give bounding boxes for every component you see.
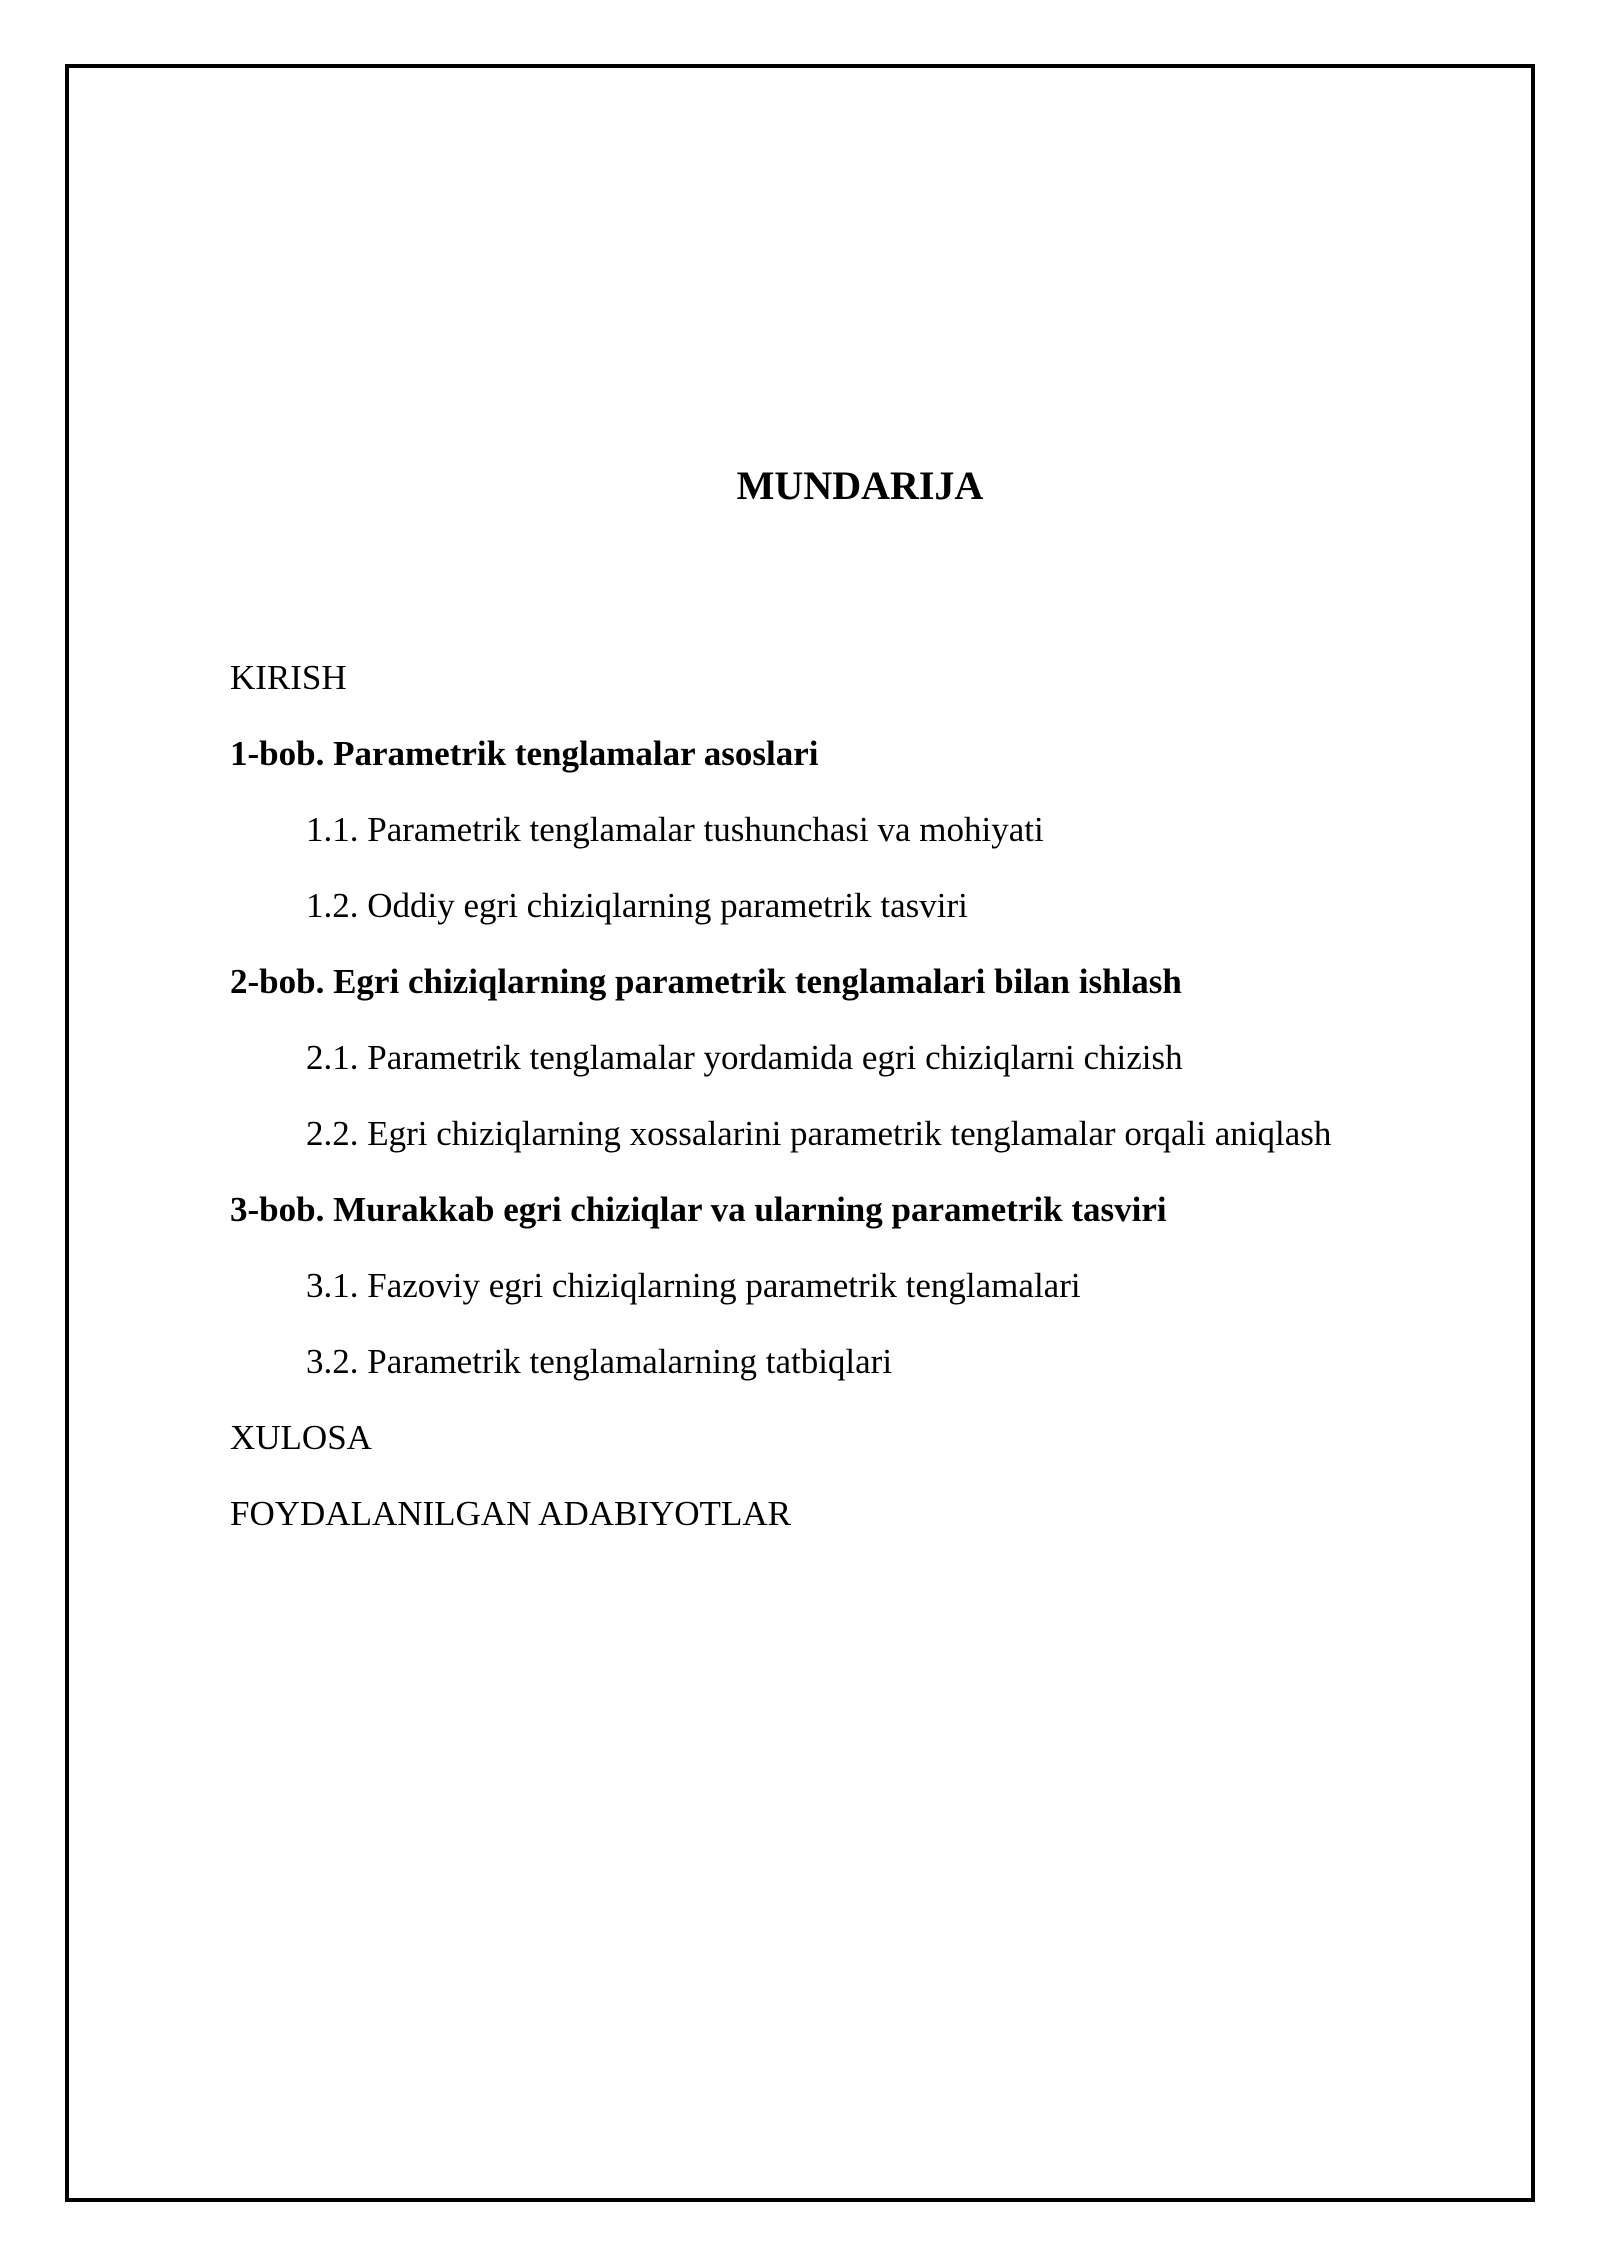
- toc-title: MUNDARIJA: [736, 463, 984, 508]
- toc-section-3-1: 3.1. Fazoviy egri chiziqlarning parametrik tenglamalari: [306, 1266, 1081, 1305]
- toc-entry-introduction: KIRISH: [230, 658, 347, 697]
- toc-section-2-2: 2.2. Egri chiziqlarning xossalarini parametrik tenglamalar orqali aniqlash: [306, 1114, 1332, 1153]
- toc-entry-conclusion: XULOSA: [230, 1418, 372, 1457]
- toc-section-1-2: 1.2. Oddiy egri chiziqlarning parametrik tasviri: [306, 886, 968, 925]
- toc-chapter-1: 1-bob. Parametrik tenglamalar asoslari: [230, 734, 819, 773]
- toc-section-1-1: 1.1. Parametrik tenglamalar tushunchasi va mohiyati: [306, 810, 1044, 849]
- toc-chapter-3: 3-bob. Murakkab egri chiziqlar va ularning parametrik tasviri: [230, 1190, 1167, 1229]
- table-of-contents: [230, 640, 1510, 1552]
- toc-chapter-2: 2-bob. Egri chiziqlarning parametrik tenglamalari bilan ishlash: [230, 962, 1182, 1001]
- toc-section-3-2: 3.2. Parametrik tenglamalarning tatbiqlari: [306, 1342, 893, 1381]
- toc-section-2-1: 2.1. Parametrik tenglamalar yordamida egri chiziqlarni chizish: [306, 1038, 1183, 1077]
- toc-entry-references: FOYDALANILGAN ADABIYOTLAR: [230, 1494, 791, 1533]
